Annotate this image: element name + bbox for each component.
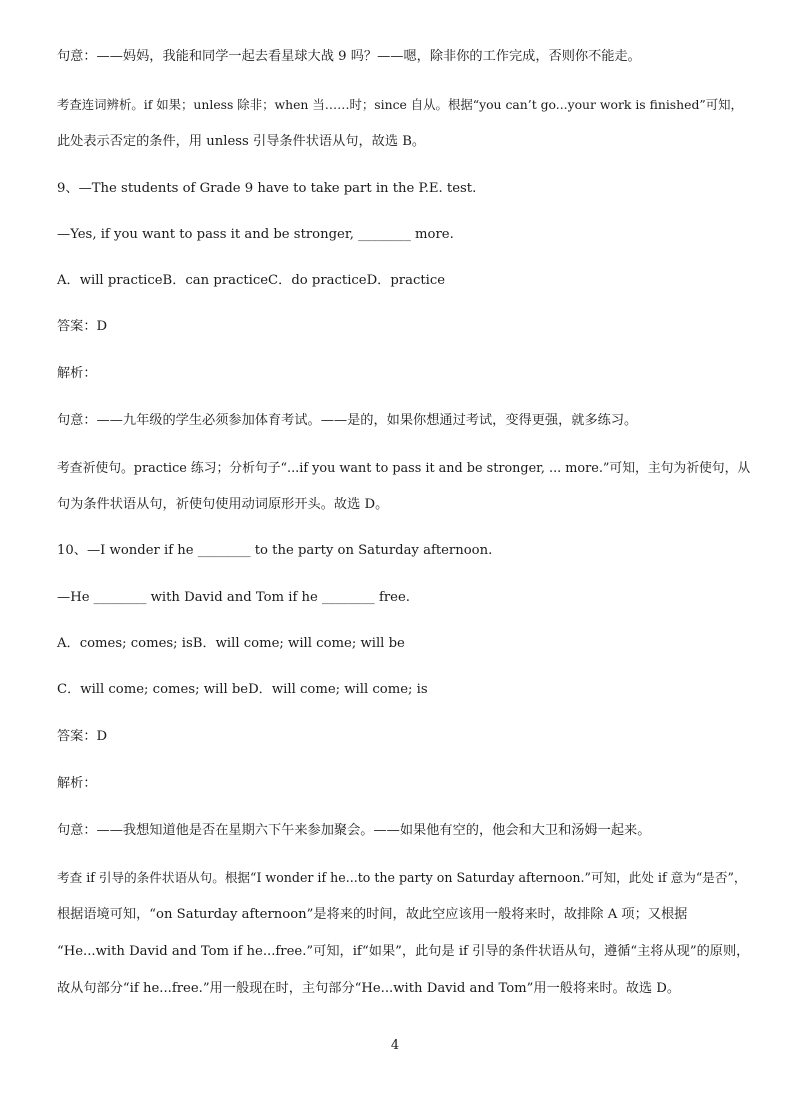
question-9-options: A．will practiceB．can practiceC．do practiceD．practice <box>57 273 446 288</box>
question-9-answer: 答案：D <box>57 319 108 334</box>
question-10-explanation-3: “He...with David and Tom if he...free.”可知，if“如果”，此句是 if 引导的条件状语从句，遵循“主将从现”的原则， <box>57 944 750 959</box>
question-10-stem: 10、—I wonder if he ________ to the party on Saturday afternoon. <box>57 543 493 558</box>
question-10-options-ab: A．comes; comes; isB．will come; will come; will be <box>57 636 405 651</box>
question-10-answer: 答案：D <box>57 729 108 744</box>
text-line-2: 考查连词辨析。if 如果；unless 除非；when 当……时；since 自从。根据“you can’t go...your work is finished”可知， <box>57 97 743 112</box>
question-10-options-cd: C．will come; comes; will beD．will come; will come; is <box>57 682 428 697</box>
question-10-response: —He ________ with David and Tom if he ________ free. <box>57 590 410 605</box>
question-9-analysis-label: 解析： <box>57 366 97 381</box>
question-10-explanation-2: 根据语境可知，“on Saturday afternoon”是将来的时间，故此空应该用一般将来时，故排除 A 项；又根据 <box>57 907 688 922</box>
question-10-explanation-4: 故从句部分“if he...free.”用一般现在时，主句部分“He...with David and Tom”用一般将来时。故选 D。 <box>57 981 681 996</box>
question-10-analysis-label: 解析： <box>57 776 97 791</box>
text-line-3: 此处表示否定的条件，用 unless 引导条件状语从句，故选 B。 <box>57 134 426 149</box>
text-line-1: 句意：——妈妈，我能和同学一起去看星球大战 9 吗？——嗯，除非你的工作完成，否则你不能走。 <box>57 49 641 64</box>
question-9-explanation-2: 句为条件状语从句，祈使句使用动词原形开头。故选 D。 <box>57 497 389 512</box>
question-9-response: —Yes, if you want to pass it and be stronger, ________ more. <box>57 227 454 242</box>
question-10-translation: 句意：——我想知道他是否在星期六下午来参加聚会。——如果他有空的，他会和大卫和汤姆一起来。 <box>57 823 651 838</box>
question-10-explanation-1: 考查 if 引导的条件状语从句。根据“I wonder if he...to the party on Saturday afternoon.”可知，此处 if 意为“是否”， <box>57 870 747 885</box>
question-9-translation: 句意：——九年级的学生必须参加体育考试。——是的，如果你想通过考试，变得更强，就多练习。 <box>57 413 638 428</box>
question-9-explanation-1: 考查祈使句。practice 练习；分析句子“...if you want to pass it and be stronger, ... more.”可知，主句为祈使句，从 <box>57 461 751 476</box>
question-9-stem: 9、—The students of Grade 9 have to take part in the P.E. test. <box>57 181 477 196</box>
page-number: 4 <box>390 1038 400 1053</box>
